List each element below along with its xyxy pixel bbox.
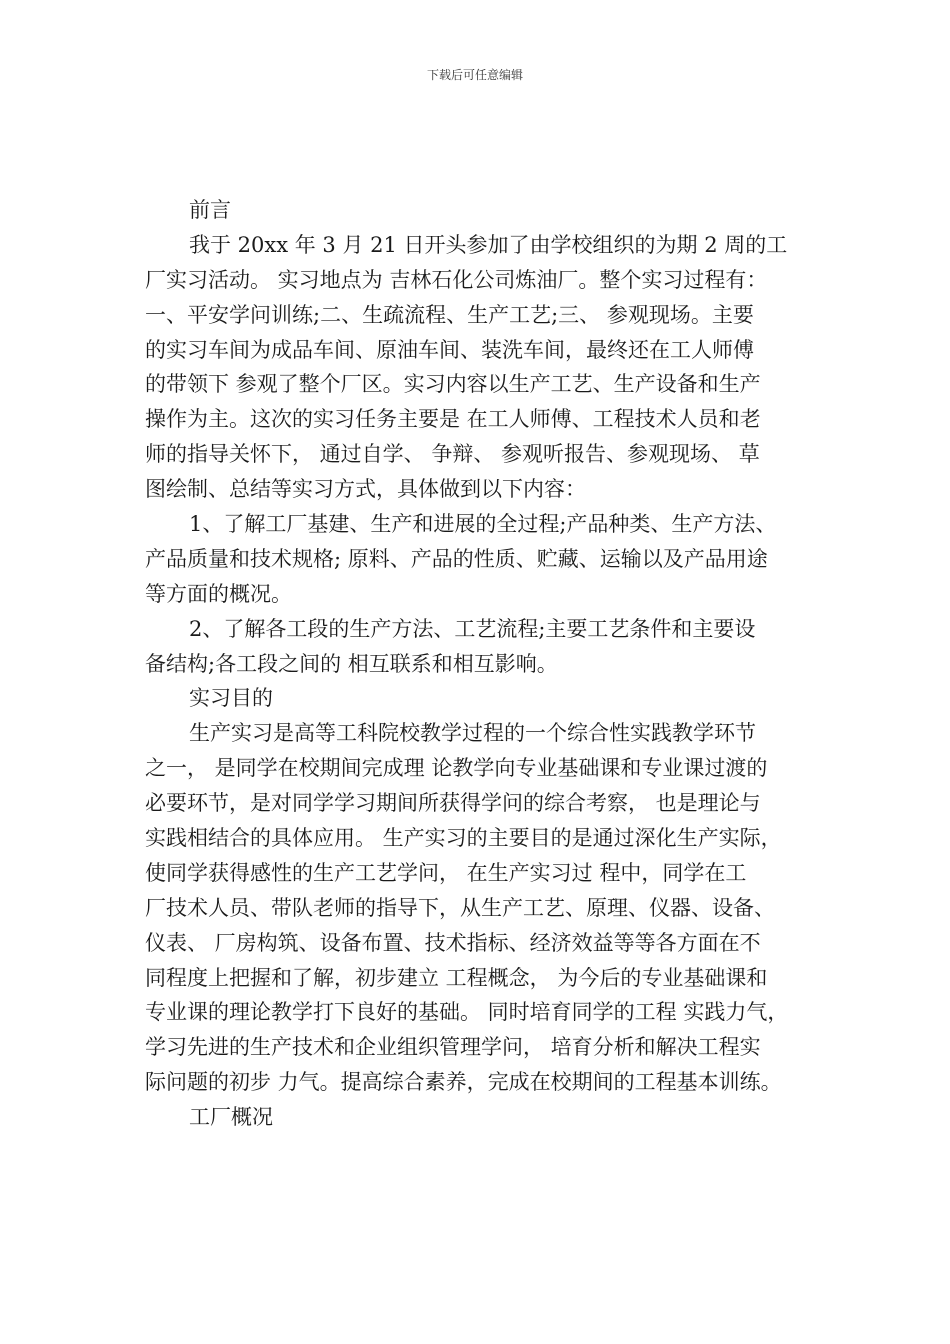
list-item-line: 备结构;各工段之间的 相互联系和相互影响。 bbox=[145, 651, 558, 676]
list-item-line: 产品质量和技术规格; 原料、产品的性质、贮藏、运输以及产品用途 bbox=[145, 546, 768, 571]
paragraph-line: 专业课的理论教学打下良好的基础。 同时培育同学的工程 实践力气， bbox=[145, 1000, 789, 1025]
paragraph-line: 仪表、 厂房构筑、设备布置、技术指标、经济效益等等各方面在不 bbox=[145, 930, 761, 955]
paragraph-line: 使同学获得感性的生产工艺学问， 在生产实习过 程中，同学在工 bbox=[145, 860, 747, 885]
paragraph-line: 厂实习活动。 实习地点为 吉林石化公司炼油厂。整个实习过程有： bbox=[145, 267, 768, 292]
paragraph-line: 师的指导关怀下， 通过自学、 争辩、 参观听报告、参观现场、 草 bbox=[145, 442, 760, 467]
paragraph-line: 实践相结合的具体应用。 生产实习的主要目的是通过深化生产实际， bbox=[145, 826, 782, 851]
paragraph-line: 图绘制、总结等实习方式，具体做到以下内容： bbox=[145, 477, 586, 502]
page-header: 下载后可任意编辑 bbox=[426, 68, 523, 82]
paragraph-line: 一、平安学问训练;二、生疏流程、生产工艺;三、 参观现场。主要 bbox=[145, 302, 754, 327]
heading-factory-overview: 工厂概况 bbox=[189, 1105, 273, 1130]
paragraph-line: 我于 20xx 年 3 月 21 日开头参加了由学校组织的为期 2 周的工 bbox=[189, 232, 788, 257]
paragraph-line: 厂技术人员、带队老师的指导下，从生产工艺、原理、仪器、设备、 bbox=[145, 895, 775, 920]
list-item-line: 2、了解各工段的生产方法、工艺流程;主要工艺条件和主要设 bbox=[189, 616, 756, 641]
paragraph-line: 的实习车间为成品车间、原油车间、装洗车间，最终还在工人师傅 bbox=[145, 337, 754, 362]
heading-purpose: 实习目的 bbox=[189, 686, 273, 711]
heading-preface: 前言 bbox=[189, 198, 231, 222]
paragraph-line: 必要环节，是对同学学习期间所获得学问的综合考察， 也是理论与 bbox=[145, 791, 761, 816]
paragraph-line: 际问题的初步 力气。提高综合素养，完成在校期间的工程基本训练。 bbox=[145, 1070, 782, 1095]
paragraph-line: 操作为主。这次的实习任务主要是 在工人师傅、工程技术人员和老 bbox=[145, 407, 761, 432]
paragraph-line: 生产实习是高等工科院校教学过程的一个综合性实践教学环节 bbox=[189, 721, 756, 746]
list-item-line: 1、了解工厂基建、生产和进展的全过程;产品种类、生产方法、 bbox=[189, 512, 777, 537]
document-body bbox=[145, 193, 809, 1135]
paragraph-line: 的带领下 参观了整个厂区。实习内容以生产工艺、生产设备和生产 bbox=[145, 372, 761, 397]
paragraph-line: 同程度上把握和了解，初步建立 工程概念， 为今后的专业基础课和 bbox=[145, 965, 768, 990]
paragraph-line: 学习先进的生产技术和企业组织管理学问， 培育分析和解决工程实 bbox=[145, 1035, 761, 1060]
list-item-line: 等方面的概况。 bbox=[145, 581, 292, 606]
paragraph-line: 之一， 是同学在校期间完成理 论教学向专业基础课和专业课过渡的 bbox=[145, 756, 768, 781]
